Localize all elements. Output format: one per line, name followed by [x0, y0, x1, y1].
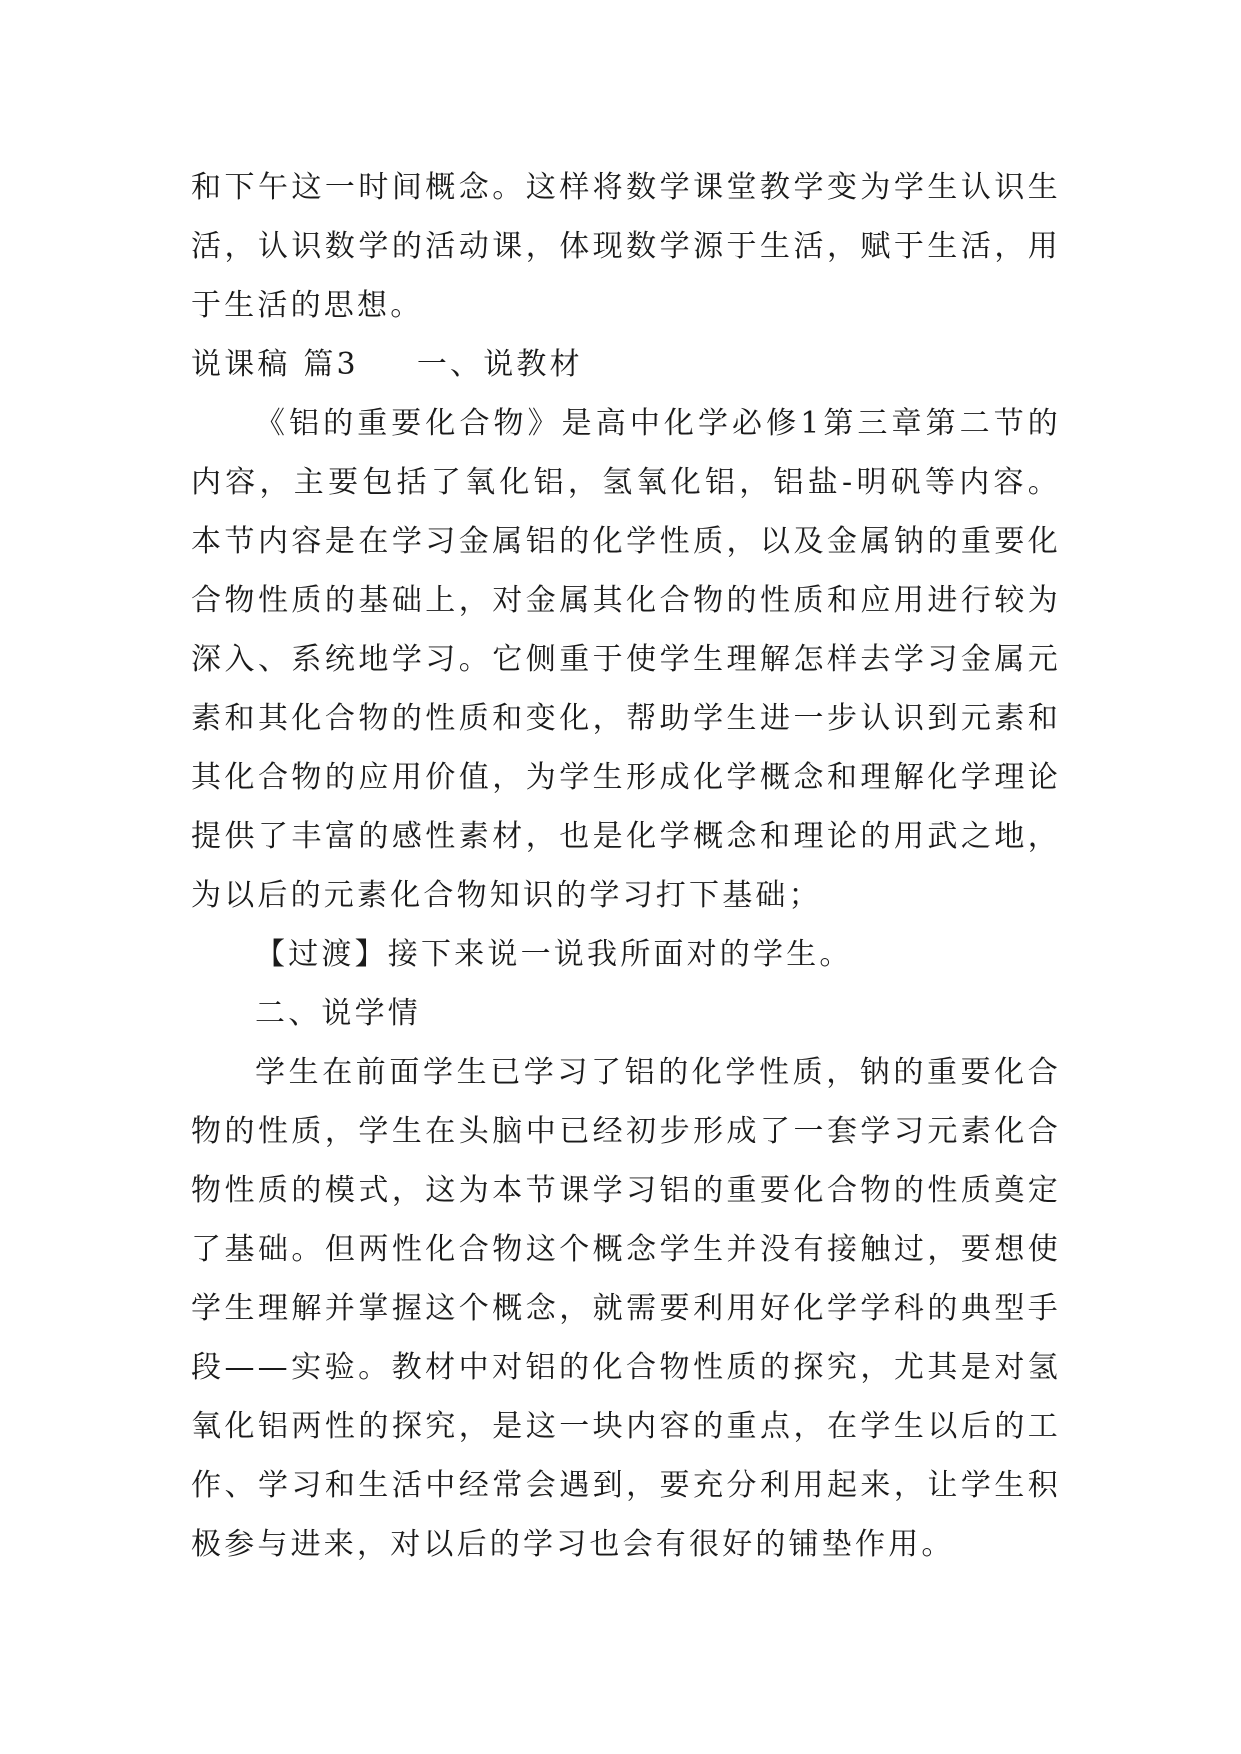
- student-paragraph: 学生在前面学生已学习了铝的化学性质，钠的重要化合物的性质，学生在头脑中已经初步形成了一套学习元素化合物性质的模式，这为本节课学习铝的重要化合物的性质奠定了基础。但两性化合物这个概念学生并没有接触过，要想使学生理解并掌握这个概念，就需要利用好化学学科的典型手段——实验。教材中对铝的化合物性质的探究，尤其是对氢氧化铝两性的探究，是这一块内容的重点，在学生以后的工作、学习和生活中经常会遇到，要充分利用起来，让学生积极参与进来，对以后的学习也会有很好的铺垫作用。: [191, 1055, 1061, 1562]
- section-heading-subtitle: 一、说教材: [416, 347, 583, 382]
- intro-paragraph: 和下午这一时间概念。这样将数学课堂教学变为学生认识生活，认识数学的活动课，体现数学源于生活，赋于生活，用于生活的思想。: [191, 170, 1061, 323]
- transition-paragraph: 【过渡】接下来说一说我所面对的学生。: [255, 937, 853, 972]
- section-heading-label: 说课稿 篇3: [191, 347, 359, 382]
- section-heading: [191, 335, 1061, 394]
- document-body: [191, 158, 1061, 1574]
- material-paragraph: 《铝的重要化合物》是高中化学必修1第三章第二节的内容，主要包括了氧化铝，氢氧化铝，铝盐-明矾等内容。本节内容是在学习金属铝的化学性质，以及金属钠的重要化合物性质的基础上，对金属其化合物的性质和应用进行较为深入、系统地学习。它侧重于使学生理解怎样去学习金属元素和其化合物的性质和变化，帮助学生进一步认识到元素和其化合物的应用价值，为学生形成化学概念和理解化学理论提供了丰富的感性素材，也是化学概念和理论的用武之地，为以后的元素化合物知识的学习打下基础；: [191, 406, 1061, 913]
- student-heading: 二、说学情: [255, 996, 421, 1031]
